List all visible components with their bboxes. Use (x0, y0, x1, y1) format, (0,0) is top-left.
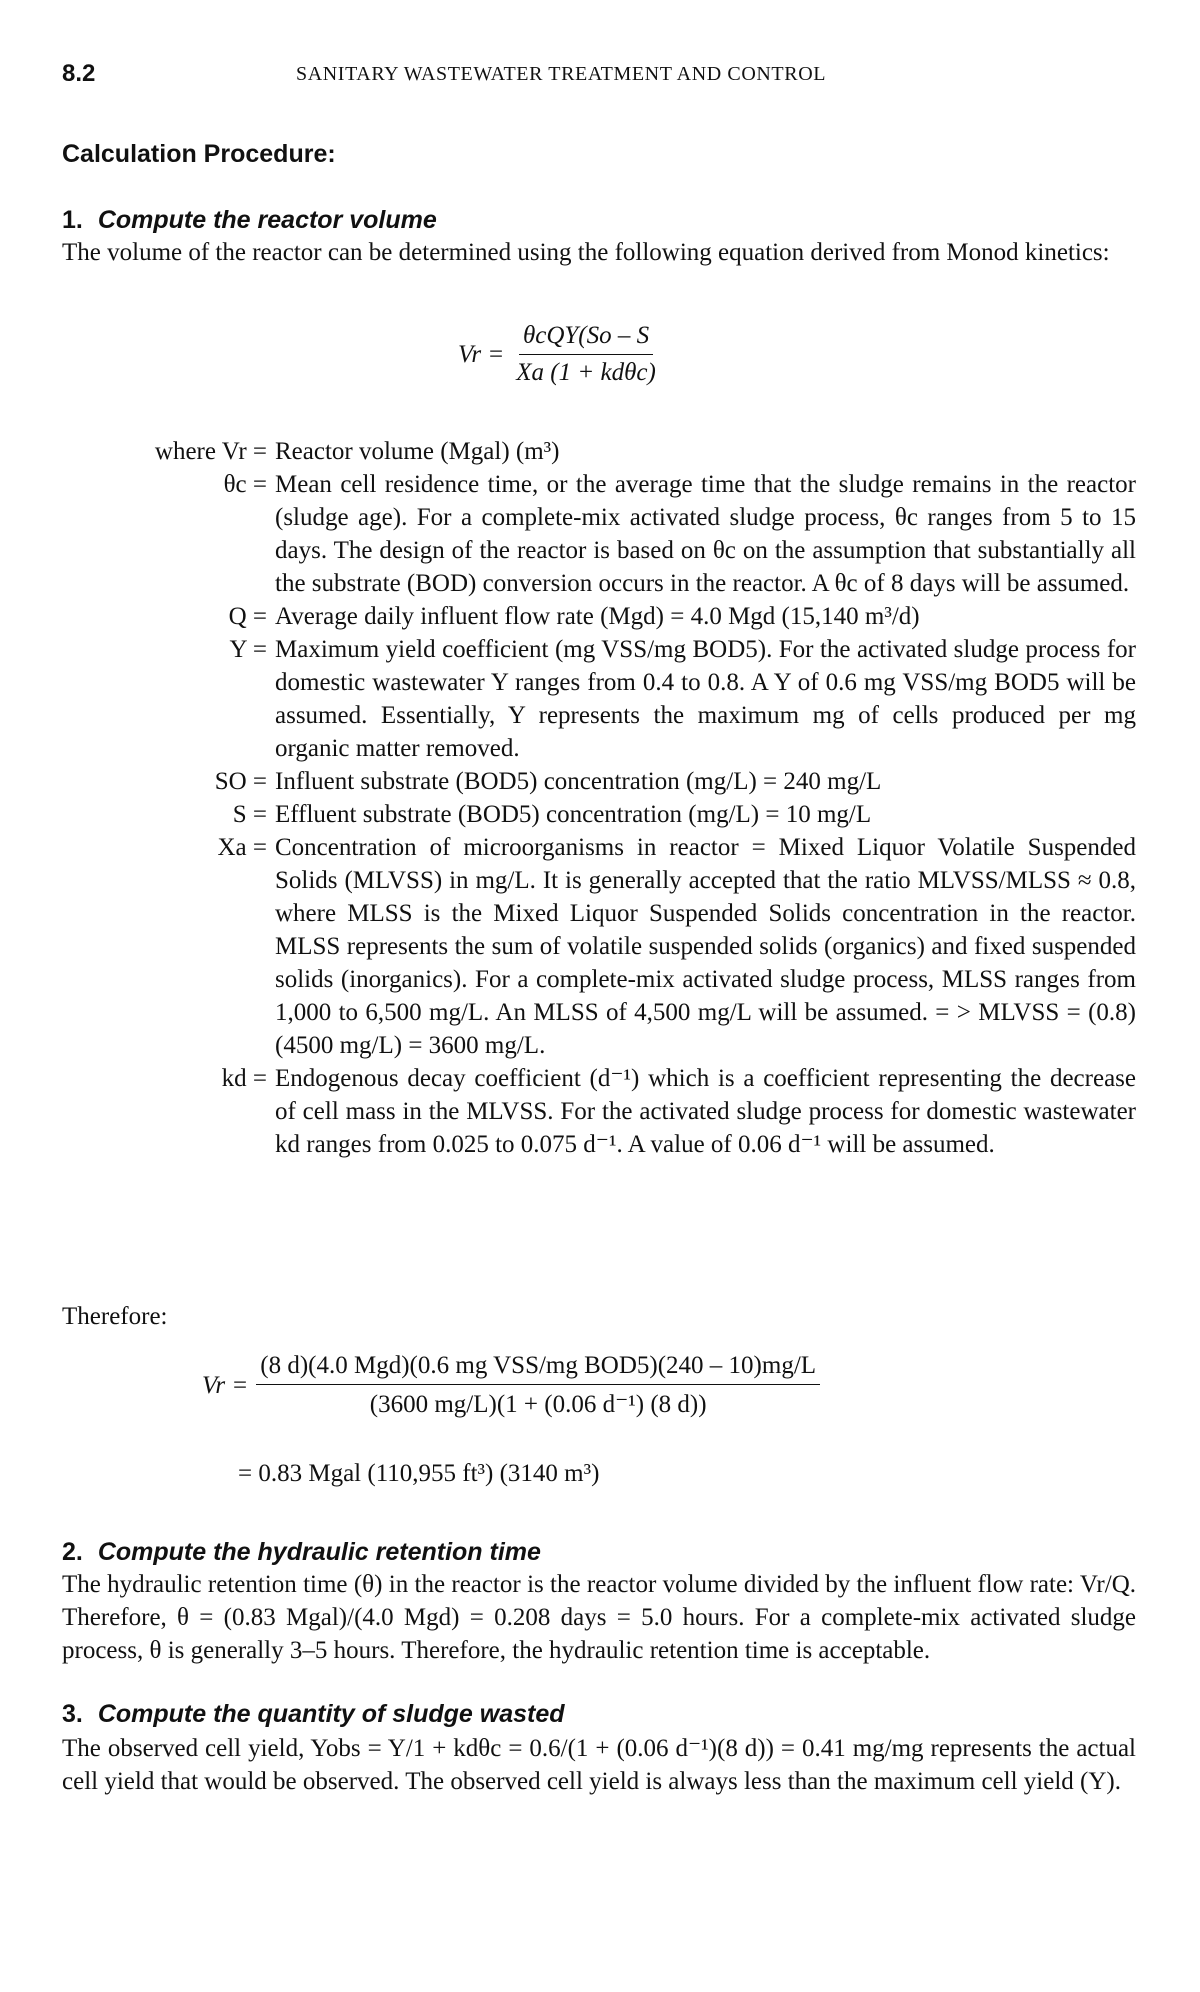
step2-number: 2. (62, 1538, 83, 1566)
step1-intro: The volume of the reactor can be determined using the following equation derived from Monod kinetics: (62, 239, 1110, 266)
definition-row (62, 1062, 1136, 1161)
step3-body: The observed cell yield, Yobs = Y/1 + kdθc = 0.6/(1 + (0.06 d⁻¹)(8 d)) = 0.41 mg/mg represents the actual cell yield that would be observed. The observed cell yield is always less than the maximum cell yield (Y). (62, 1735, 1136, 1795)
equation2-numerator: (8 d)(4.0 Mgd)(0.6 mg VSS/mg BOD5)(240 – 10)mg/L (256, 1352, 820, 1385)
step2-body: The hydraulic retention time (θ) in the reactor is the reactor volume divided by the influent flow rate: Vr/Q. Therefore, θ = (0.83 Mgal)/(4.0 Mgd) = 0.208 days = 5.0 hours. For a complete-mix activated sludge process, θ is generally 3–5 hours. Therefore, the hydraulic retention time is acceptable. (62, 1571, 1136, 1664)
equation1-fraction (512, 322, 660, 387)
definition-text: Influent substrate (BOD5) concentration (mg/L) = 240 mg/L (275, 768, 882, 795)
definition-symbol: θc = (223, 471, 267, 498)
step2-heading (62, 1538, 541, 1567)
equation2-lhs: Vr = (202, 1371, 249, 1399)
equation2-result: = 0.83 Mgal (110,955 ft³) (3140 m³) (238, 1460, 600, 1487)
definition-row (62, 765, 1136, 798)
running-title: SANITARY WASTEWATER TREATMENT AND CONTROL (296, 63, 827, 85)
definition-text: Average daily influent flow rate (Mgd) = 4.0 Mgd (15,140 m³/d) (275, 603, 920, 630)
definition-symbol: SO = (214, 768, 267, 795)
definition-symbol: where Vr = (154, 438, 267, 465)
equation1-denominator: Xa (1 + kdθc) (516, 359, 656, 386)
definition-row (62, 831, 1136, 1062)
equation2-denominator: (3600 mg/L)(1 + (0.06 d⁻¹) (8 d)) (369, 1391, 707, 1418)
variable-definitions (62, 435, 1136, 1161)
step1-heading (62, 206, 437, 235)
therefore-label: Therefore: (62, 1303, 168, 1330)
reactor-volume-equation (458, 322, 660, 387)
definition-text: Endogenous decay coefficient (d⁻¹) which is a coefficient representing the decrease of cell mass in the MLVSS. For the activated sludge process for domestic wastewater kd ranges from 0.025 to 0.075 d⁻¹. A value of 0.06 d⁻¹ will be assumed. (275, 1065, 1136, 1158)
definition-row (62, 798, 1136, 831)
definition-symbol: S = (232, 801, 267, 828)
step2-title: Compute the hydraulic retention time (97, 1538, 541, 1566)
definition-row (62, 633, 1136, 765)
equation1-lhs: Vr = (458, 340, 505, 368)
definition-text: Maximum yield coefficient (mg VSS/mg BOD5). For the activated sludge process for domestic wastewater Y ranges from 0.4 to 0.8. A Y of 0.6 mg VSS/mg BOD5 will be assumed. Essentially, Y represents the maximum mg of cells produced per mg organic matter removed. (275, 636, 1136, 762)
page-number: 8.2 (62, 60, 96, 87)
step3-number: 3. (62, 1700, 83, 1728)
equation1-numerator: θcQY(So – S (519, 322, 653, 355)
definition-text: Reactor volume (Mgal) (m³) (275, 438, 560, 465)
definition-symbol: kd = (221, 1065, 267, 1092)
step1-number: 1. (62, 206, 83, 234)
definition-text: Effluent substrate (BOD5) concentration (mg/L) = 10 mg/L (275, 801, 872, 828)
step1-title: Compute the reactor volume (97, 206, 437, 234)
step3-title: Compute the quantity of sludge wasted (97, 1700, 565, 1728)
definition-text: Mean cell residence time, or the average time that the sludge remains in the reactor (sludge age). For a complete-mix activated sludge process, θc ranges from 5 to 15 days. The design of the reactor is based on θc on the assumption that substantially all the substrate (BOD) conversion occurs in the reactor. A θc of 8 days will be assumed. (275, 471, 1136, 597)
definition-row (62, 468, 1136, 600)
definition-symbol: Y = (229, 636, 267, 663)
definition-row (62, 435, 1136, 468)
definition-symbol: Q = (228, 603, 267, 630)
definition-row (62, 600, 1136, 633)
step3-heading (62, 1700, 565, 1729)
definition-symbol: Xa = (217, 834, 267, 861)
reactor-volume-calculation (202, 1352, 820, 1419)
section-title: Calculation Procedure: (62, 140, 336, 168)
equation2-fraction (256, 1352, 820, 1419)
definition-text: Concentration of microorganisms in reactor = Mixed Liquor Volatile Suspended Solids (MLVSS) in mg/L. It is generally accepted that the ratio MLVSS/MLSS ≈ 0.8, where MLSS is the Mixed Liquor Suspended Solids concentration in the reactor. MLSS represents the sum of volatile suspended solids (organics) and fixed suspended solids (inorganics). For a complete-mix activated sludge process, MLSS ranges from 1,000 to 6,500 mg/L. An MLSS of 4,500 mg/L will be assumed. = > MLVSS = (0.8)(4500 mg/L) = 3600 mg/L. (275, 834, 1136, 1059)
